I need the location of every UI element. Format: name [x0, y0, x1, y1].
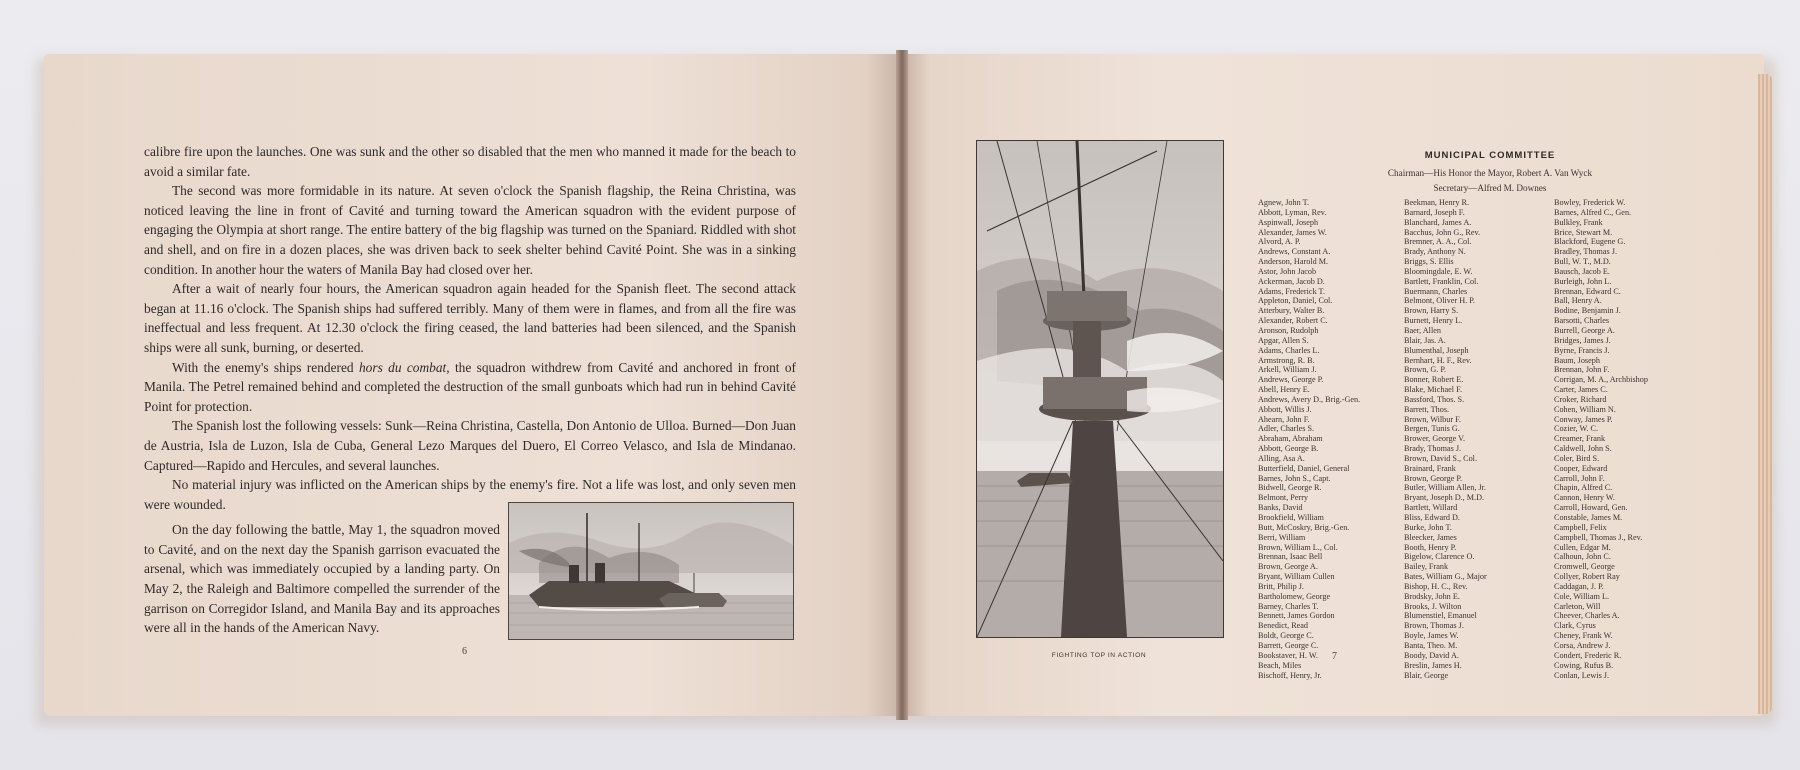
- book-gutter: [896, 50, 908, 720]
- committee-member-name: Blair, George: [1404, 670, 1449, 680]
- committee-member-name: Brady, Anthony N.: [1404, 247, 1466, 257]
- secretary-line: Secretary—Alfred M. Downes: [1433, 183, 1547, 193]
- committee-member-name: Alvord, A. P.: [1258, 237, 1301, 247]
- committee-member-name: Barrett, Thos.: [1404, 404, 1450, 414]
- committee-member-name: Bonner, Robert E.: [1404, 375, 1464, 385]
- committee-member-name: Bishop, H. C., Rev.: [1404, 581, 1468, 591]
- committee-member-name: Bradley, Thomas J.: [1554, 247, 1617, 257]
- page-number: 7: [1332, 651, 1337, 662]
- committee-member-name: Cullen, Edgar M.: [1554, 542, 1611, 552]
- committee-member-name: Brice, Stewart M.: [1554, 227, 1613, 237]
- committee-member-name: Bookstaver, H. W.: [1258, 650, 1318, 660]
- committee-member-name: Burnett, Henry L.: [1404, 316, 1463, 326]
- paragraph-text: With the enemy's ships rendered: [172, 359, 359, 375]
- committee-member-name: Campbell, Felix: [1554, 522, 1607, 532]
- right-page: [904, 54, 1764, 716]
- committee-member-name: Butler, William Allen, Jr.: [1404, 483, 1486, 493]
- committee-title: MUNICIPAL COMMITTEE: [1424, 150, 1556, 161]
- committee-member-name: Bacchus, John G., Rev.: [1404, 227, 1481, 237]
- committee-member-name: Cohen, William N.: [1554, 404, 1616, 414]
- committee-member-name: Bergen, Tunis G.: [1404, 424, 1460, 434]
- committee-member-name: Belmont, Perry: [1258, 493, 1309, 503]
- committee-member-name: Barnard, Joseph F.: [1404, 207, 1465, 217]
- committee-member-name: Creamer, Frank: [1554, 434, 1606, 444]
- committee-member-name: Burleigh, John L.: [1554, 276, 1612, 286]
- committee-member-name: Bulkley, Frank: [1554, 217, 1603, 227]
- committee-member-name: Brown, George P.: [1404, 473, 1463, 483]
- committee-member-name: Buermann, Charles: [1404, 286, 1468, 296]
- committee-member-name: Bausch, Jacob E.: [1554, 266, 1610, 276]
- committee-member-name: Appleton, Daniel, Col.: [1258, 296, 1333, 306]
- committee-member-name: Bleecker, James: [1404, 532, 1457, 542]
- committee-member-name: Bartlett, Willard: [1404, 503, 1458, 513]
- committee-member-name: Byrne, Francis J.: [1554, 345, 1610, 355]
- committee-member-name: Cowing, Rufus B.: [1554, 660, 1614, 670]
- left-page: [44, 54, 900, 716]
- committee-member-name: Baer, Allen: [1404, 325, 1441, 335]
- committee-member-name: Bartlett, Franklin, Col.: [1404, 276, 1479, 286]
- committee-member-name: Barnes, Alfred C., Gen.: [1554, 207, 1632, 217]
- committee-member-name: Butt, McCoskry, Brig.-Gen.: [1258, 522, 1350, 532]
- committee-member-name: Brennan, John F.: [1554, 365, 1610, 375]
- committee-member-name: Brown, Harry S.: [1404, 306, 1459, 316]
- committee-member-name: Bodine, Benjamin J.: [1554, 306, 1621, 316]
- committee-member-name: Adams, Frederick T.: [1258, 286, 1325, 296]
- chairman-line: Chairman—His Honor the Mayor, Robert A. Van Wyck: [1387, 168, 1593, 178]
- committee-member-name: Brower, George V.: [1404, 434, 1466, 444]
- committee-member-name: Brown, Thomas J.: [1404, 621, 1464, 631]
- committee-member-name: Beach, Miles: [1258, 660, 1302, 670]
- committee-member-name: Brady, Thomas J.: [1404, 444, 1462, 454]
- committee-member-name: Cannon, Henry W.: [1554, 493, 1615, 503]
- committee-member-name: Astor, John Jacob: [1258, 266, 1317, 276]
- illustration-caption: FIGHTING TOP IN ACTION: [1051, 652, 1147, 659]
- committee-member-name: Ahearn, John F.: [1258, 414, 1310, 424]
- committee-member-name: Brookfield, William: [1258, 513, 1324, 522]
- committee-member-name: Abraham, Abraham: [1258, 434, 1323, 444]
- committee-member-name: Ackerman, Jacob D.: [1258, 276, 1325, 286]
- paragraph: The second was more formidable in its nature. At seven o'clock the Spanish flagship, the Reina Christina, was noticed leaving the line in front of Cavité and turning toward the American squadron with the evident purpose of engaging the Olympia at short range. The entire battery of the big flagship was turned on the Spaniard. Riddled with shot and shell, and on fire in a dozen places, she was driven back to seek shelter behind Cavité Point. She was in a sinking condition. In another hour the waters of Manila Bay had closed over her.: [144, 183, 796, 277]
- committee-member-name: Cozier, W. C.: [1554, 424, 1599, 434]
- committee-member-name: Corrigan, M. A., Archbishop: [1554, 375, 1648, 385]
- committee-member-name: Baum, Joseph: [1554, 355, 1600, 365]
- committee-member-name: Benedict, Read: [1258, 621, 1309, 631]
- committee-member-name: Calhoun, John C.: [1554, 552, 1611, 562]
- committee-member-name: Bridges, James J.: [1554, 335, 1611, 345]
- committee-member-name: Cole, William L.: [1554, 591, 1610, 601]
- committee-member-name: Croker, Richard: [1554, 394, 1607, 404]
- italic-phrase: hors du combat,: [358, 359, 450, 375]
- committee-member-name: Carroll, John F.: [1554, 473, 1605, 483]
- committee-member-name: Andrews, Avery D., Brig.-Gen.: [1258, 394, 1361, 404]
- committee-member-name: Atterbury, Walter B.: [1258, 306, 1325, 316]
- committee-member-name: Beekman, Henry R.: [1404, 198, 1470, 207]
- committee-member-name: Brown, Wilbur F.: [1404, 414, 1462, 424]
- committee-member-name: Brown, William L., Col.: [1258, 542, 1338, 552]
- committee-member-name: Bryant, William Cullen: [1258, 572, 1335, 582]
- committee-member-name: Cooper, Edward: [1554, 463, 1608, 473]
- committee-member-name: Brooks, J. Wilton: [1404, 601, 1462, 611]
- committee-member-name: Boody, David A.: [1404, 650, 1459, 660]
- committee-member-name: Conway, James P.: [1554, 414, 1613, 424]
- committee-member-name: Bernhart, H. F., Rev.: [1404, 355, 1472, 365]
- committee-member-name: Alling, Asa A.: [1258, 453, 1305, 463]
- committee-member-name: Bliss, Edward D.: [1404, 513, 1460, 522]
- committee-member-name: Bull, W. T., M.D.: [1554, 257, 1611, 267]
- committee-member-name: Belmont, Oliver H. P.: [1404, 296, 1475, 306]
- committee-member-name: Brown, David S., Col.: [1404, 453, 1478, 463]
- names-column-1: [1258, 198, 1408, 680]
- committee-member-name: Blumenstiel, Emanuel: [1404, 611, 1477, 621]
- committee-member-name: Bassford, Thos. S.: [1404, 394, 1465, 404]
- committee-member-name: Condert, Frederic R.: [1554, 650, 1622, 660]
- names-column-3: [1554, 198, 1704, 680]
- committee-member-name: Blumenthal, Joseph: [1404, 345, 1469, 355]
- committee-member-name: Berri, William: [1258, 532, 1306, 542]
- committee-member-name: Bloomingdale, E. W.: [1404, 266, 1473, 276]
- committee-member-name: Blackford, Eugene G.: [1554, 237, 1626, 247]
- committee-member-name: Butterfield, Daniel, General: [1258, 463, 1350, 473]
- committee-member-name: Andrews, George P.: [1258, 375, 1324, 385]
- committee-member-name: Barsotti, Charles: [1554, 316, 1610, 326]
- committee-member-name: Carleton, Will: [1554, 601, 1601, 611]
- committee-member-name: Bartholomew, George: [1258, 591, 1331, 601]
- committee-member-name: Bowley, Frederick W.: [1554, 198, 1626, 207]
- committee-member-name: Caldwell, John S.: [1554, 444, 1612, 454]
- committee-member-name: Banks, David: [1258, 503, 1303, 513]
- committee-member-name: Adler, Charles S.: [1258, 424, 1315, 434]
- committee-member-name: Coler, Bird S.: [1554, 453, 1600, 463]
- page-edges: [1758, 74, 1772, 714]
- committee-member-name: Cheney, Frank W.: [1554, 631, 1613, 641]
- committee-member-name: Brodsky, John E.: [1404, 591, 1460, 601]
- committee-member-name: Bates, William G., Major: [1404, 572, 1487, 582]
- committee-member-name: Blanchard, James A.: [1404, 217, 1472, 227]
- committee-member-name: Barnes, John S., Capt.: [1258, 473, 1331, 483]
- committee-member-name: Anderson, Harold M.: [1258, 257, 1329, 267]
- committee-member-name: Banta, Theo. M.: [1404, 640, 1458, 650]
- committee-member-name: Barrett, George C.: [1258, 640, 1319, 650]
- committee-member-name: Andrews, Constant A.: [1258, 247, 1331, 257]
- committee-member-name: Arkell, William J.: [1258, 365, 1317, 375]
- committee-member-name: Adams, Charles L.: [1258, 345, 1320, 355]
- committee-member-name: Bremner, A. A., Col.: [1404, 237, 1472, 247]
- committee-member-name: Britt, Philip J.: [1258, 581, 1304, 591]
- committee-member-name: Bennett, James Gordon: [1258, 611, 1335, 621]
- paragraph: calibre fire upon the launches. One was sunk and the other so disabled that the men who manned it made for the beach to avoid a similar fate.: [144, 144, 796, 179]
- committee-member-name: Brown, George A.: [1258, 562, 1318, 572]
- committee-member-name: Alexander, James W.: [1258, 227, 1327, 237]
- committee-member-name: Collyer, Robert Ray: [1554, 572, 1620, 582]
- committee-member-name: Apgar, Allen S.: [1258, 335, 1309, 345]
- paragraph: The Spanish lost the following vessels: Sunk—Reina Christina, Castella, Don Antonio de Ulloa. Burned—Don Juan de Austria, Isla de Luzon, Isla de Cuba, General Lezo Marques del Duero, El Correo Velasco, and Isla de Mindanao. Captured—Rapido and Hercules, and several launches.: [144, 418, 796, 473]
- committee-member-name: Brennan, Edward C.: [1554, 286, 1621, 296]
- committee-member-name: Chapin, Alfred C.: [1554, 483, 1613, 493]
- paragraph-text: the squadron withdrew from Cavité and anchored in front of Manila. The Petrel remained behind and completed the destruction of the small gunboats which had run in behind Cavité Point for protection.: [144, 359, 796, 414]
- committee-member-name: Bryant, Joseph D., M.D.: [1404, 493, 1485, 503]
- committee-member-name: Booth, Henry P.: [1404, 542, 1457, 552]
- committee-member-name: Corsa, Andrew J.: [1554, 640, 1611, 650]
- committee-member-name: Agnew, John T.: [1258, 198, 1310, 207]
- committee-member-name: Aspinwall, Joseph: [1258, 217, 1319, 227]
- committee-member-name: Burke, John T.: [1404, 522, 1452, 532]
- committee-member-name: Briggs, S. Ellis: [1404, 257, 1454, 267]
- committee-member-name: Armstrong, R. B.: [1258, 355, 1315, 365]
- paragraph: No material injury was inflicted on the American ships by the enemy's fire. Not a life was lost, and only seven men were wounded.: [144, 477, 796, 512]
- committee-member-name: Ball, Henry A.: [1554, 296, 1602, 306]
- committee-member-name: Abbott, Lyman, Rev.: [1258, 207, 1327, 217]
- committee-member-name: Bischoff, Henry, Jr.: [1258, 670, 1322, 680]
- committee-member-name: Constable, James M.: [1554, 513, 1623, 522]
- committee-member-name: Aronson, Rudolph: [1258, 325, 1319, 335]
- committee-member-name: Brennan, Isaac Bell: [1258, 552, 1323, 562]
- page-number: 6: [462, 646, 467, 657]
- committee-member-name: Barney, Charles T.: [1258, 601, 1319, 611]
- committee-member-name: Boyle, James W.: [1404, 631, 1459, 641]
- paragraph: [144, 358, 796, 417]
- committee-member-name: Cheever, Charles A.: [1554, 611, 1620, 621]
- committee-member-name: Clark, Cyrus: [1554, 621, 1596, 631]
- paragraph: On the day following the battle, May 1, the squadron moved to Cavité, and on the next day the Spanish garrison evacuated the arsenal, which was immediately occupied by a landing party. On May 2, the Raleigh and Baltimore compelled the surrender of the garrison on Corregidor Island, and Manila Bay and its approaches were all in the hands of the American Navy.: [144, 522, 500, 636]
- committee-member-name: Cromwell, George: [1554, 562, 1615, 572]
- committee-member-name: Burrell, George A.: [1554, 325, 1615, 335]
- committee-member-name: Caddagan, J. P.: [1554, 581, 1604, 591]
- committee-member-name: Bidwell, George R.: [1258, 483, 1322, 493]
- committee-member-name: Campbell, Thomas J., Rev.: [1554, 532, 1643, 542]
- committee-member-name: Brainard, Frank: [1404, 463, 1456, 473]
- committee-member-name: Brown, G. P.: [1404, 365, 1447, 375]
- committee-member-name: Bailey, Frank: [1404, 562, 1449, 572]
- committee-member-name: Alexander, Robert C.: [1258, 316, 1328, 326]
- committee-member-name: Breslin, James H.: [1404, 660, 1462, 670]
- committee-member-name: Carter, James C.: [1554, 385, 1608, 395]
- battleship-illustration: [508, 502, 794, 640]
- committee-member-name: Boldt, George C.: [1258, 631, 1314, 641]
- committee-member-name: Abbott, Willis J.: [1258, 404, 1312, 414]
- committee-member-name: Abell, Henry E.: [1258, 385, 1310, 395]
- committee-member-name: Bigelow, Clarence O.: [1404, 552, 1475, 562]
- committee-member-name: Abbott, George B.: [1258, 444, 1319, 454]
- paragraph: After a wait of nearly four hours, the American squadron again headed for the Spanish fleet. The second attack began at 11.16 o'clock. The Spanish ships had suffered terribly. Many of them were in flames, and from all the fire was ineffectual and less frequent. At 12.30 o'clock the firing ceased, the land batteries had been silenced, and the Spanish ships were all sunk, burning, or deserted.: [144, 281, 796, 355]
- committee-member-name: Carroll, Howard, Gen.: [1554, 503, 1628, 513]
- committee-member-name: Conlan, Lewis J.: [1554, 670, 1610, 680]
- committee-member-name: Blake, Michael F.: [1404, 385, 1463, 395]
- fighting-top-illustration: [976, 140, 1224, 638]
- committee-member-name: Blair, Jas. A.: [1404, 335, 1446, 345]
- names-column-2: [1404, 198, 1554, 680]
